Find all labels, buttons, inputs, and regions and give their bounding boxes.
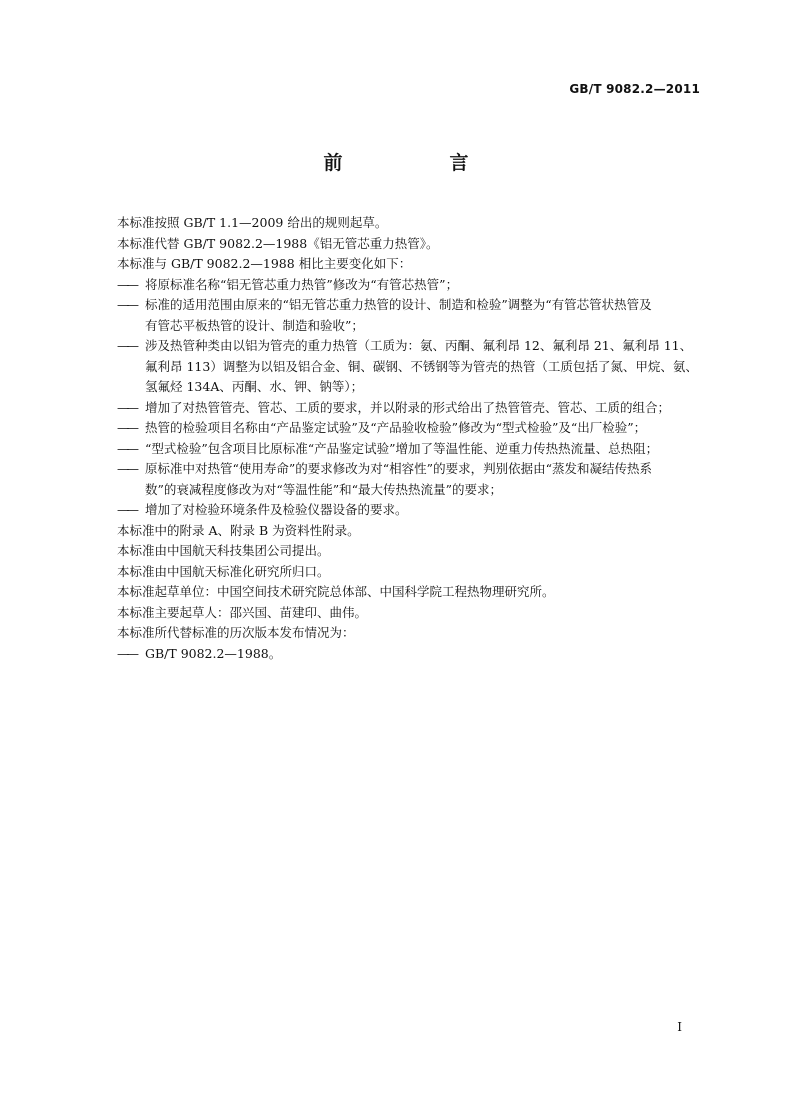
history-item-text: GB/T 9082.2—1988。	[145, 645, 282, 661]
paragraph-drafting-units: 本标准起草单位：中国空间技术研究院总体部、中国科学院工程热物理研究所。	[117, 584, 555, 599]
change-item-text: 原标准中对热管“使用寿命”的要求修改为对“相容性”的要求，判别依据由“蒸发和凝结传热系	[145, 461, 652, 476]
change-item-text: 增加了对检验环境条件及检验仪器设备的要求。	[145, 502, 408, 517]
paragraph-proposed-by: 本标准由中国航天科技集团公司提出。	[117, 543, 330, 558]
paragraph-drafters: 本标准主要起草人：邵兴国、苗建印、曲伟。	[117, 604, 368, 620]
list-dash: ——	[117, 645, 136, 661]
change-item-text: 涉及热管种类由以铝为管壳的重力热管（工质为：氨、丙酮、氟利昂 12、氟利昂 21、氟利昂 11、	[145, 338, 693, 353]
change-item	[117, 459, 709, 500]
change-item-text: “型式检验”包含项目比原标准“产品鉴定试验”增加了等温性能、逆重力传热热流量、总热阻；	[145, 440, 659, 456]
change-item-text: 将原标准名称“铝无管芯重力热管”修改为“有管芯热管”；	[145, 276, 459, 292]
change-item	[117, 398, 709, 419]
change-item	[117, 439, 709, 460]
change-item	[117, 418, 709, 439]
list-dash: ——	[117, 502, 136, 517]
list-dash: ——	[117, 420, 136, 435]
paragraph-changes-intro: 本标准与 GB/T 9082.2—1988 相比主要变化如下：	[117, 256, 412, 271]
list-dash: ——	[117, 440, 136, 456]
change-item-text: 有管芯平板热管的设计、制造和验收”；	[145, 317, 364, 333]
paragraph-appendices: 本标准中的附录 A、附录 B 为资料性附录。	[117, 522, 360, 538]
paragraph-history-intro: 本标准所代替标准的历次版本发布情况为：	[117, 625, 355, 640]
change-item	[117, 500, 709, 521]
change-item-text: 热管的检验项目名称由“产品鉴定试验”及“产品验收检验”修改为“型式检验”及“出厂检验”；	[145, 420, 647, 435]
paragraph-replaces: 本标准代替 GB/T 9082.2—1988《铝无管芯重力热管》。	[117, 235, 439, 251]
change-item-text: 标准的适用范围由原来的“铝无管芯重力热管的设计、制造和检验”调整为“有管芯管状热管及	[145, 297, 652, 312]
paragraph-centralized-by: 本标准由中国航天标准化研究所归口。	[117, 563, 330, 579]
change-item-text: 数”的衰减程度修改为对“等温性能”和“最大传热热流量”的要求；	[145, 481, 502, 497]
list-dash: ——	[117, 461, 136, 476]
foreword-body	[117, 213, 709, 664]
change-item	[117, 336, 709, 398]
page-title: 前 言	[323, 152, 513, 174]
change-item	[117, 295, 709, 336]
change-item-text: 氢氟烃 134A、丙酮、水、钾、钠等）；	[145, 379, 364, 394]
list-dash: ——	[117, 338, 136, 353]
paragraph-drafting-rules: 本标准按照 GB/T 1.1—2009 给出的规则起草。	[117, 215, 388, 230]
history-item	[117, 644, 709, 665]
page-header-standard-number: GB/T 9082.2—2011	[569, 82, 700, 96]
change-item-text: 氟利昂 113）调整为以铝及铝合金、铜、碳钢、不锈钢等为管壳的热管（工质包括了氮、甲烷、氨、	[145, 358, 698, 374]
list-dash: ——	[117, 276, 136, 292]
change-item-text: 增加了对热管管壳、管芯、工质的要求，并以附录的形式给出了热管管壳、管芯、工质的组合；	[145, 399, 671, 415]
list-dash: ——	[117, 399, 136, 415]
page-number: I	[677, 1020, 682, 1034]
list-dash: ——	[117, 297, 136, 312]
change-item	[117, 275, 709, 296]
